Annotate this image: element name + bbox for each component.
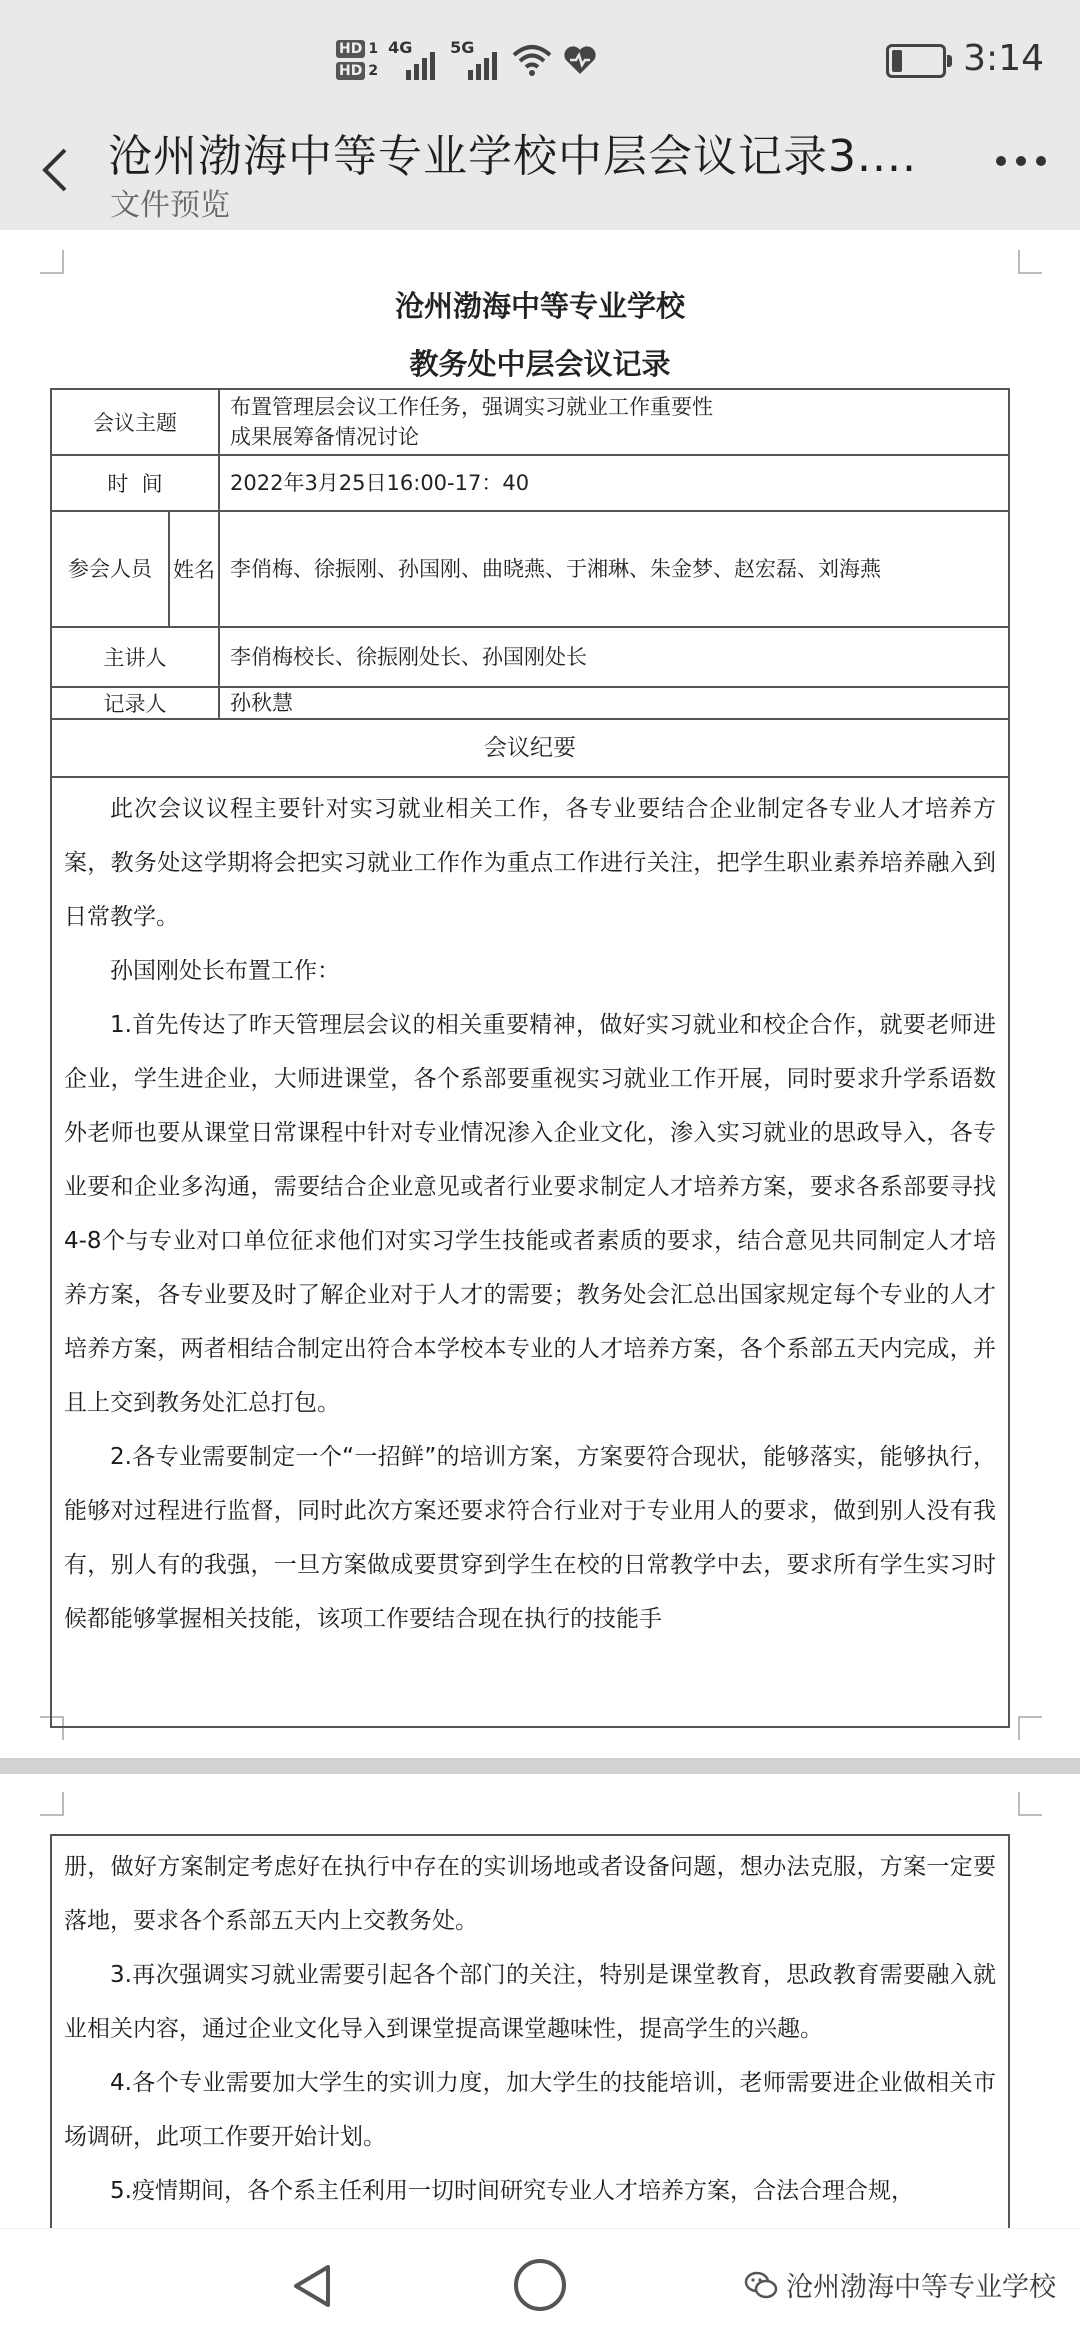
- hd-badge-2: HD: [336, 62, 365, 80]
- minutes-body-page-2: [50, 1834, 1010, 2254]
- health-heart-icon: [562, 44, 598, 76]
- paragraph: 2.各专业需要制定一个“一招鲜”的培训方案，方案要符合现状，能够落实，能够执行，能够对过程进行监督，同时此次方案还要求符合行业对于专业用人的要求，做到别人没有我有，别人有的我强，一旦方案做成要贯穿到学生在校的日常教学中去，要求所有学生实习时候都能够掌握相关技能，该项工作要结合现在执行的技能手: [64, 1444, 996, 1632]
- wechat-watermark: [744, 2265, 1056, 2304]
- sim1-generation: 4G: [388, 38, 413, 57]
- paragraph: 孙国刚处长布置工作：: [110, 958, 340, 984]
- table-row-recorder: [52, 688, 1008, 720]
- attendees-label: [52, 512, 220, 626]
- more-options-button[interactable]: [996, 156, 1046, 166]
- minutes-label: 会议纪要: [484, 735, 576, 761]
- nav-back-icon[interactable]: [290, 2263, 334, 2309]
- attendees-label-a: 参会人员: [52, 512, 170, 626]
- sim2-generation: 5G: [450, 38, 475, 57]
- school-name: 沧州渤海中等专业学校: [394, 289, 685, 323]
- table-row-minutes-header: [52, 720, 1008, 776]
- page-corner-mark: [40, 250, 64, 274]
- topic-value-line2: 成果展筹备情况讨论: [230, 425, 419, 449]
- page-subtitle: 文件预览: [110, 188, 230, 223]
- speaker-value: 李俏梅校长、徐振刚处长、孙国刚处长: [230, 645, 587, 669]
- back-button[interactable]: [30, 140, 78, 200]
- status-icons: [336, 30, 598, 90]
- system-nav-bar: [0, 2228, 1080, 2339]
- table-row-topic: [52, 390, 1008, 456]
- time-label: 时 间: [52, 456, 220, 510]
- wechat-icon: [744, 2270, 778, 2300]
- hd-badges: HD 1 HD 2: [336, 40, 378, 80]
- status-bar: [0, 0, 1080, 118]
- page-separator: [0, 1758, 1080, 1774]
- topic-value-line1: 布置管理层会议工作任务，强调实习就业工作重要性: [230, 395, 713, 419]
- page-corner-mark: [40, 1792, 64, 1816]
- meeting-info-table: [50, 388, 1010, 778]
- minutes-body-page-1: [50, 776, 1010, 1728]
- watermark-text: 沧州渤海中等专业学校: [786, 2272, 1056, 2303]
- paragraph: 5.疫情期间，各个系主任利用一切时间研究专业人才培养方案，合法合理合规，: [110, 2178, 914, 2204]
- page-title: 沧州渤海中等专业学校中层会议记录3....: [108, 131, 917, 182]
- topic-value: [220, 390, 1008, 454]
- chevron-left-icon: [39, 146, 69, 194]
- app-header: [0, 118, 1080, 230]
- signal-sim2-icon: [450, 38, 502, 82]
- wifi-icon: [512, 43, 552, 77]
- battery-icon: [886, 44, 946, 78]
- page-corner-mark: [1018, 1716, 1042, 1740]
- document-page-2[interactable]: [0, 1774, 1080, 2228]
- topic-label: 会议主题: [52, 390, 220, 454]
- recorder-label: 记录人: [52, 688, 220, 718]
- speaker-label: 主讲人: [52, 628, 220, 686]
- attendees-label-b: 姓名: [173, 558, 215, 582]
- paragraph: 3.再次强调实习就业需要引起各个部门的关注，特别是课堂教育，思政教育需要融入就业相关内容，通过企业文化导入到课堂提高课堂趣味性，提高学生的兴趣。: [64, 1962, 996, 2042]
- paragraph: 此次会议议程主要针对实习就业相关工作，各专业要结合企业制定各专业人才培养方案，教务处这学期将会把实习就业工作作为重点工作进行关注，把学生职业素养培养融入到日常教学。: [64, 796, 996, 930]
- attendees-value: 李俏梅、徐振刚、孙国刚、曲晓燕、于湘琳、朱金梦、赵宏磊、刘海燕: [230, 557, 881, 581]
- signal-sim1-icon: [388, 38, 440, 82]
- table-row-speaker: [52, 628, 1008, 688]
- paragraph: 4.各个专业需要加大学生的实训力度，加大学生的技能培训，老师需要进企业做相关市场调研，此项工作要开始计划。: [64, 2070, 996, 2150]
- paragraph: 1.首先传达了昨天管理层会议的相关重要精神，做好实习就业和校企合作，就要老师进企业，学生进企业，大师进课堂，各个系部要重视实习就业工作开展，同时要求升学系语数外老师也要从课堂日常课程中针对专业情况渗入企业文化，渗入实习就业的思政导入，各专业要和企业多沟通，需要结合企业意见或者行业要求制定人才培养方案，要求各系部要寻找4-8个与专业对口单位征求他们对实习学生技能或者素质的要求，结合意见共同制定人才培养方案，各专业要及时了解企业对于人才的需要；教务处会汇总出国家规定每个专业的人才培养方案，两者相结合制定出符合本学校本专业的人才培养方案，各个系部五天内完成，并且上交到教务处汇总打包。: [64, 1012, 996, 1416]
- recorder-value: 孙秋慧: [230, 691, 293, 715]
- status-time: 3:14: [963, 38, 1044, 79]
- page-corner-mark: [1018, 1792, 1042, 1816]
- dot-icon: [1036, 156, 1046, 166]
- table-row-time: [52, 456, 1008, 512]
- page-corner-mark: [1018, 250, 1042, 274]
- record-title: 教务处中层会议记录: [409, 347, 671, 381]
- hd-badge-1: HD: [336, 40, 365, 58]
- paragraph: 册，做好方案制定考虑好在执行中存在的实训场地或者设备问题，想办法克服，方案一定要落地，要求各个系部五天内上交教务处。: [64, 1854, 996, 1934]
- time-value: 2022年3月25日16:00-17：40: [230, 471, 530, 495]
- document-page-1[interactable]: [0, 230, 1080, 1758]
- dot-icon: [1016, 156, 1026, 166]
- nav-home-icon[interactable]: [514, 2259, 566, 2311]
- table-row-attendees: [52, 512, 1008, 628]
- dot-icon: [996, 156, 1006, 166]
